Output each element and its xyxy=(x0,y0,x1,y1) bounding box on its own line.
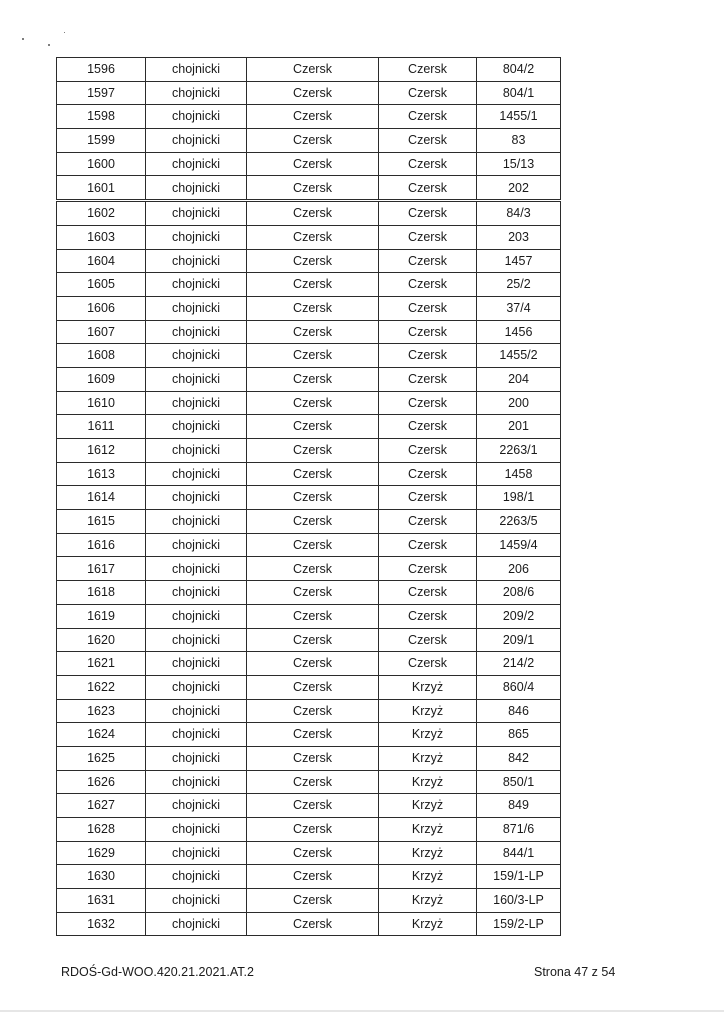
table-row xyxy=(57,818,561,842)
parcel-number-cell: 804/2 xyxy=(477,58,561,82)
parcel-number-cell: 842 xyxy=(477,746,561,770)
row-number-cell: 1630 xyxy=(57,865,146,889)
commune-cell: Czersk xyxy=(247,176,379,201)
commune-cell: Czersk xyxy=(247,770,379,794)
parcel-number-cell: 2263/5 xyxy=(477,510,561,534)
commune-cell: Czersk xyxy=(247,225,379,249)
commune-cell: Czersk xyxy=(247,105,379,129)
row-number-cell: 1617 xyxy=(57,557,146,581)
precinct-cell: Czersk xyxy=(379,486,477,510)
commune-cell: Czersk xyxy=(247,723,379,747)
row-number-cell: 1605 xyxy=(57,273,146,297)
table-row xyxy=(57,296,561,320)
row-number-cell: 1602 xyxy=(57,201,146,226)
county-cell: chojnicki xyxy=(146,176,247,201)
row-number-cell: 1598 xyxy=(57,105,146,129)
scan-artifacts xyxy=(16,28,76,52)
commune-cell: Czersk xyxy=(247,652,379,676)
document-reference: RDOŚ-Gd-WOO.420.21.2021.AT.2 xyxy=(61,965,254,979)
precinct-cell: Krzyż xyxy=(379,818,477,842)
parcel-number-cell: 214/2 xyxy=(477,652,561,676)
precinct-cell: Czersk xyxy=(379,344,477,368)
precinct-cell: Czersk xyxy=(379,391,477,415)
row-number-cell: 1608 xyxy=(57,344,146,368)
county-cell: chojnicki xyxy=(146,699,247,723)
county-cell: chojnicki xyxy=(146,794,247,818)
table-row xyxy=(57,152,561,176)
table-row xyxy=(57,604,561,628)
parcel-number-cell: 1455/2 xyxy=(477,344,561,368)
county-cell: chojnicki xyxy=(146,818,247,842)
county-cell: chojnicki xyxy=(146,604,247,628)
county-cell: chojnicki xyxy=(146,105,247,129)
precinct-cell: Krzyż xyxy=(379,723,477,747)
precinct-cell: Czersk xyxy=(379,176,477,201)
precinct-cell: Czersk xyxy=(379,415,477,439)
table-row xyxy=(57,176,561,201)
county-cell: chojnicki xyxy=(146,486,247,510)
county-cell: chojnicki xyxy=(146,889,247,913)
commune-cell: Czersk xyxy=(247,746,379,770)
county-cell: chojnicki xyxy=(146,770,247,794)
commune-cell: Czersk xyxy=(247,557,379,581)
table-row xyxy=(57,652,561,676)
row-number-cell: 1616 xyxy=(57,533,146,557)
precinct-cell: Czersk xyxy=(379,58,477,82)
parcel-table-container xyxy=(56,57,560,936)
parcel-number-cell: 209/1 xyxy=(477,628,561,652)
table-row xyxy=(57,415,561,439)
precinct-cell: Czersk xyxy=(379,249,477,273)
row-number-cell: 1622 xyxy=(57,675,146,699)
precinct-cell: Krzyż xyxy=(379,770,477,794)
table-row xyxy=(57,486,561,510)
table-row xyxy=(57,723,561,747)
parcel-number-cell: 209/2 xyxy=(477,604,561,628)
parcel-number-cell: 15/13 xyxy=(477,152,561,176)
row-number-cell: 1599 xyxy=(57,129,146,153)
precinct-cell: Krzyż xyxy=(379,675,477,699)
row-number-cell: 1615 xyxy=(57,510,146,534)
table-row xyxy=(57,201,561,226)
precinct-cell: Czersk xyxy=(379,320,477,344)
parcel-number-cell: 1456 xyxy=(477,320,561,344)
precinct-cell: Czersk xyxy=(379,652,477,676)
county-cell: chojnicki xyxy=(146,58,247,82)
commune-cell: Czersk xyxy=(247,344,379,368)
county-cell: chojnicki xyxy=(146,557,247,581)
commune-cell: Czersk xyxy=(247,628,379,652)
row-number-cell: 1614 xyxy=(57,486,146,510)
county-cell: chojnicki xyxy=(146,746,247,770)
parcel-number-cell: 84/3 xyxy=(477,201,561,226)
county-cell: chojnicki xyxy=(146,415,247,439)
commune-cell: Czersk xyxy=(247,675,379,699)
commune-cell: Czersk xyxy=(247,912,379,936)
table-row xyxy=(57,533,561,557)
commune-cell: Czersk xyxy=(247,201,379,226)
row-number-cell: 1625 xyxy=(57,746,146,770)
commune-cell: Czersk xyxy=(247,296,379,320)
row-number-cell: 1600 xyxy=(57,152,146,176)
precinct-cell: Czersk xyxy=(379,510,477,534)
table-row xyxy=(57,912,561,936)
parcel-number-cell: 865 xyxy=(477,723,561,747)
table-row xyxy=(57,129,561,153)
table-row xyxy=(57,746,561,770)
commune-cell: Czersk xyxy=(247,486,379,510)
row-number-cell: 1609 xyxy=(57,367,146,391)
county-cell: chojnicki xyxy=(146,129,247,153)
commune-cell: Czersk xyxy=(247,841,379,865)
table-row xyxy=(57,865,561,889)
county-cell: chojnicki xyxy=(146,533,247,557)
row-number-cell: 1624 xyxy=(57,723,146,747)
precinct-cell: Krzyż xyxy=(379,841,477,865)
parcel-number-cell: 198/1 xyxy=(477,486,561,510)
parcel-number-cell: 871/6 xyxy=(477,818,561,842)
table-row xyxy=(57,81,561,105)
county-cell: chojnicki xyxy=(146,249,247,273)
table-row xyxy=(57,889,561,913)
commune-cell: Czersk xyxy=(247,510,379,534)
precinct-cell: Czersk xyxy=(379,557,477,581)
table-row xyxy=(57,841,561,865)
county-cell: chojnicki xyxy=(146,912,247,936)
parcel-number-cell: 204 xyxy=(477,367,561,391)
parcel-number-cell: 1457 xyxy=(477,249,561,273)
county-cell: chojnicki xyxy=(146,320,247,344)
county-cell: chojnicki xyxy=(146,225,247,249)
row-number-cell: 1611 xyxy=(57,415,146,439)
table-row xyxy=(57,770,561,794)
table-row xyxy=(57,391,561,415)
row-number-cell: 1631 xyxy=(57,889,146,913)
precinct-cell: Krzyż xyxy=(379,746,477,770)
parcel-number-cell: 1459/4 xyxy=(477,533,561,557)
parcel-number-cell: 846 xyxy=(477,699,561,723)
parcel-number-cell: 203 xyxy=(477,225,561,249)
county-cell: chojnicki xyxy=(146,581,247,605)
county-cell: chojnicki xyxy=(146,675,247,699)
precinct-cell: Czersk xyxy=(379,628,477,652)
row-number-cell: 1604 xyxy=(57,249,146,273)
parcel-number-cell: 160/3-LP xyxy=(477,889,561,913)
precinct-cell: Czersk xyxy=(379,296,477,320)
table-row xyxy=(57,249,561,273)
table-row xyxy=(57,462,561,486)
table-row xyxy=(57,225,561,249)
parcel-table-body xyxy=(57,58,561,936)
precinct-cell: Czersk xyxy=(379,462,477,486)
precinct-cell: Krzyż xyxy=(379,699,477,723)
row-number-cell: 1610 xyxy=(57,391,146,415)
page-number: Strona 47 z 54 xyxy=(534,965,616,979)
parcel-number-cell: 25/2 xyxy=(477,273,561,297)
table-row xyxy=(57,320,561,344)
parcel-number-cell: 206 xyxy=(477,557,561,581)
parcel-number-cell: 159/2-LP xyxy=(477,912,561,936)
table-row xyxy=(57,581,561,605)
commune-cell: Czersk xyxy=(247,152,379,176)
county-cell: chojnicki xyxy=(146,367,247,391)
county-cell: chojnicki xyxy=(146,652,247,676)
precinct-cell: Czersk xyxy=(379,105,477,129)
commune-cell: Czersk xyxy=(247,367,379,391)
commune-cell: Czersk xyxy=(247,818,379,842)
page-bottom-edge xyxy=(0,1010,724,1012)
row-number-cell: 1597 xyxy=(57,81,146,105)
precinct-cell: Czersk xyxy=(379,439,477,463)
row-number-cell: 1612 xyxy=(57,439,146,463)
precinct-cell: Czersk xyxy=(379,367,477,391)
commune-cell: Czersk xyxy=(247,320,379,344)
county-cell: chojnicki xyxy=(146,152,247,176)
precinct-cell: Krzyż xyxy=(379,912,477,936)
row-number-cell: 1596 xyxy=(57,58,146,82)
table-row xyxy=(57,510,561,534)
parcel-number-cell: 83 xyxy=(477,129,561,153)
precinct-cell: Czersk xyxy=(379,81,477,105)
row-number-cell: 1626 xyxy=(57,770,146,794)
row-number-cell: 1627 xyxy=(57,794,146,818)
precinct-cell: Czersk xyxy=(379,152,477,176)
commune-cell: Czersk xyxy=(247,273,379,297)
commune-cell: Czersk xyxy=(247,699,379,723)
table-row xyxy=(57,628,561,652)
table-row xyxy=(57,273,561,297)
county-cell: chojnicki xyxy=(146,273,247,297)
commune-cell: Czersk xyxy=(247,604,379,628)
parcel-number-cell: 201 xyxy=(477,415,561,439)
commune-cell: Czersk xyxy=(247,439,379,463)
commune-cell: Czersk xyxy=(247,889,379,913)
row-number-cell: 1632 xyxy=(57,912,146,936)
parcel-table xyxy=(56,57,561,936)
parcel-number-cell: 159/1-LP xyxy=(477,865,561,889)
precinct-cell: Czersk xyxy=(379,604,477,628)
row-number-cell: 1613 xyxy=(57,462,146,486)
commune-cell: Czersk xyxy=(247,581,379,605)
county-cell: chojnicki xyxy=(146,510,247,534)
county-cell: chojnicki xyxy=(146,201,247,226)
parcel-number-cell: 1455/1 xyxy=(477,105,561,129)
parcel-number-cell: 2263/1 xyxy=(477,439,561,463)
parcel-number-cell: 200 xyxy=(477,391,561,415)
row-number-cell: 1623 xyxy=(57,699,146,723)
precinct-cell: Czersk xyxy=(379,273,477,297)
county-cell: chojnicki xyxy=(146,628,247,652)
county-cell: chojnicki xyxy=(146,723,247,747)
parcel-number-cell: 1458 xyxy=(477,462,561,486)
commune-cell: Czersk xyxy=(247,415,379,439)
precinct-cell: Czersk xyxy=(379,129,477,153)
precinct-cell: Krzyż xyxy=(379,794,477,818)
row-number-cell: 1619 xyxy=(57,604,146,628)
commune-cell: Czersk xyxy=(247,865,379,889)
county-cell: chojnicki xyxy=(146,865,247,889)
parcel-number-cell: 850/1 xyxy=(477,770,561,794)
county-cell: chojnicki xyxy=(146,296,247,320)
county-cell: chojnicki xyxy=(146,439,247,463)
precinct-cell: Czersk xyxy=(379,533,477,557)
parcel-number-cell: 804/1 xyxy=(477,81,561,105)
parcel-number-cell: 208/6 xyxy=(477,581,561,605)
row-number-cell: 1629 xyxy=(57,841,146,865)
table-row xyxy=(57,439,561,463)
table-row xyxy=(57,794,561,818)
row-number-cell: 1620 xyxy=(57,628,146,652)
parcel-number-cell: 860/4 xyxy=(477,675,561,699)
commune-cell: Czersk xyxy=(247,391,379,415)
parcel-number-cell: 37/4 xyxy=(477,296,561,320)
county-cell: chojnicki xyxy=(146,81,247,105)
table-row xyxy=(57,367,561,391)
row-number-cell: 1621 xyxy=(57,652,146,676)
table-row xyxy=(57,344,561,368)
commune-cell: Czersk xyxy=(247,462,379,486)
commune-cell: Czersk xyxy=(247,58,379,82)
parcel-number-cell: 844/1 xyxy=(477,841,561,865)
commune-cell: Czersk xyxy=(247,794,379,818)
table-row xyxy=(57,699,561,723)
row-number-cell: 1628 xyxy=(57,818,146,842)
county-cell: chojnicki xyxy=(146,841,247,865)
table-row xyxy=(57,105,561,129)
parcel-number-cell: 849 xyxy=(477,794,561,818)
commune-cell: Czersk xyxy=(247,129,379,153)
commune-cell: Czersk xyxy=(247,81,379,105)
parcel-number-cell: 202 xyxy=(477,176,561,201)
county-cell: chojnicki xyxy=(146,462,247,486)
precinct-cell: Czersk xyxy=(379,201,477,226)
precinct-cell: Czersk xyxy=(379,225,477,249)
table-row xyxy=(57,675,561,699)
precinct-cell: Czersk xyxy=(379,581,477,605)
county-cell: chojnicki xyxy=(146,344,247,368)
row-number-cell: 1618 xyxy=(57,581,146,605)
row-number-cell: 1606 xyxy=(57,296,146,320)
row-number-cell: 1603 xyxy=(57,225,146,249)
row-number-cell: 1607 xyxy=(57,320,146,344)
table-row xyxy=(57,557,561,581)
precinct-cell: Krzyż xyxy=(379,889,477,913)
table-row xyxy=(57,58,561,82)
commune-cell: Czersk xyxy=(247,533,379,557)
county-cell: chojnicki xyxy=(146,391,247,415)
precinct-cell: Krzyż xyxy=(379,865,477,889)
row-number-cell: 1601 xyxy=(57,176,146,201)
commune-cell: Czersk xyxy=(247,249,379,273)
